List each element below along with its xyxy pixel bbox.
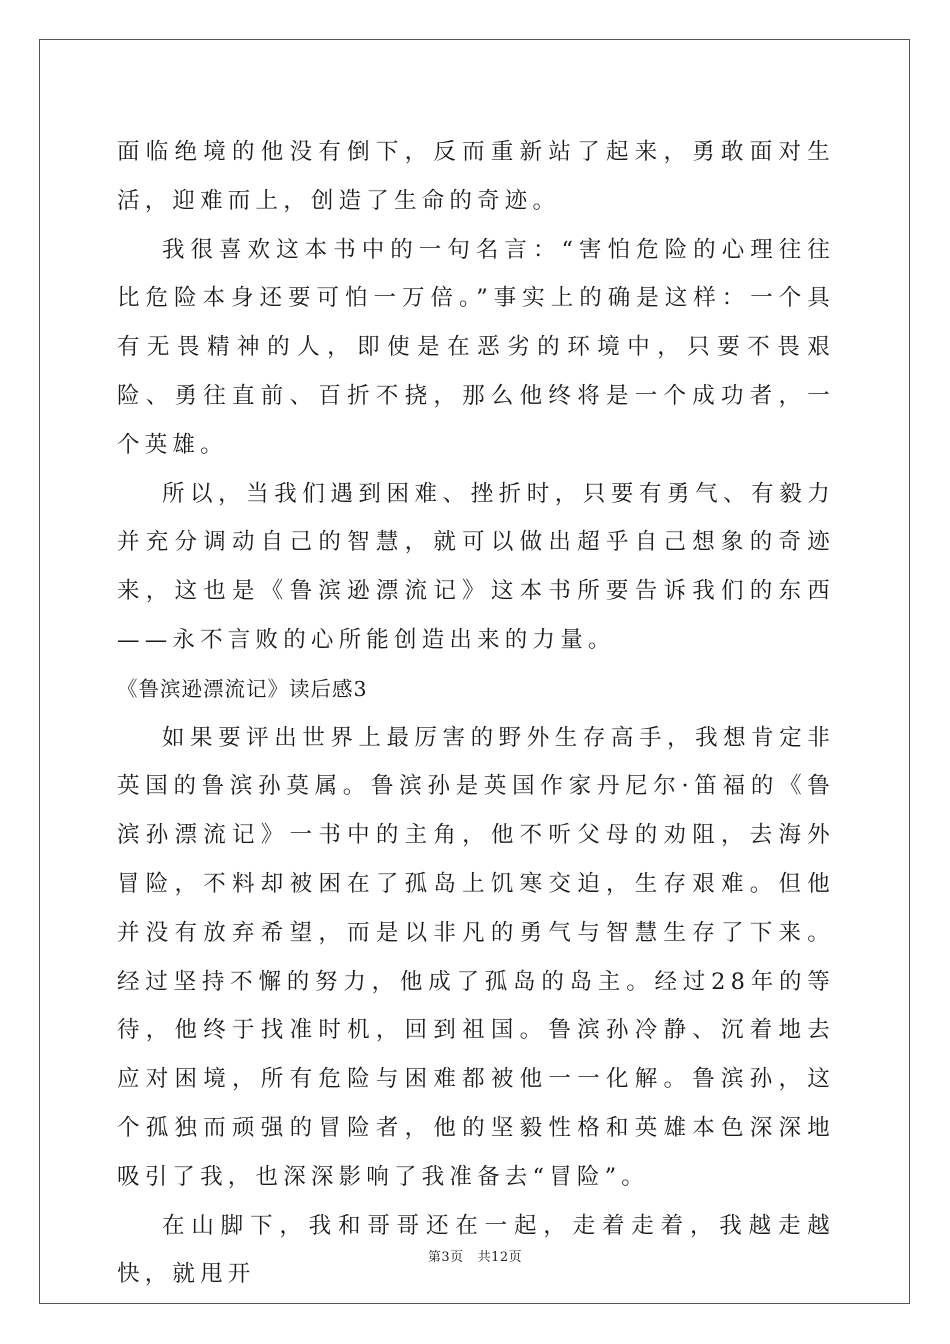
- total-pages: 共12页: [477, 1250, 523, 1265]
- paragraph: 所以，当我们遇到困难、挫折时，只要有勇气、有毅力并充分调动自己的智慧，就可以做出超乎自己想象的奇迹来，这也是《鲁滨逊漂流记》这本书所要告诉我们的东西——永不言败的心所能创造出来的力量。: [117, 480, 835, 653]
- paragraph: 如果要评出世界上最厉害的野外生存高手，我想肯定非英国的鲁滨孙莫属。鲁滨孙是英国作家丹尼尔·笛福的《鲁滨孙漂流记》一书中的主角，他不听父母的劝阻，去海外冒险，不料却被困在了孤岛上饥寒交迫，生存艰难。但他并没有放弃希望，而是以非凡的勇气与智慧生存了下来。经过坚持不懈的努力，他成了孤岛的岛主。经过28年的等待，他终于找准时机，回到祖国。鲁滨孙冷静、沉着地去应对困境，所有危险与困难都被他一一化解。鲁滨孙，这个孤独而顽强的冒险者，他的坚毅性格和英雄本色深深地吸引了我，也深深影响了我准备去“冒险”。: [117, 724, 835, 1190]
- paragraph: 在山脚下，我和哥哥还在一起，走着走着，我越走越快，就甩开: [117, 1212, 835, 1288]
- page-number: 第3页: [427, 1250, 464, 1265]
- paragraph: 面临绝境的他没有倒下，反而重新站了起来，勇敢面对生活，迎难而上，创造了生命的奇迹。: [117, 139, 835, 214]
- document-body: [117, 128, 835, 1299]
- paragraph: 我很喜欢这本书中的一句名言：“害怕危险的心理往往比危险本身还要可怕一万倍。”事实上的确是这样：一个具有无畏精神的人，即使是在恶劣的环境中，只要不畏艰险、勇往直前、百折不挠，那么他终将是一个成功者，一个英雄。: [117, 236, 835, 458]
- page-footer: [0, 1246, 950, 1265]
- section-heading: 《鲁滨逊漂流记》读后感3: [117, 676, 368, 701]
